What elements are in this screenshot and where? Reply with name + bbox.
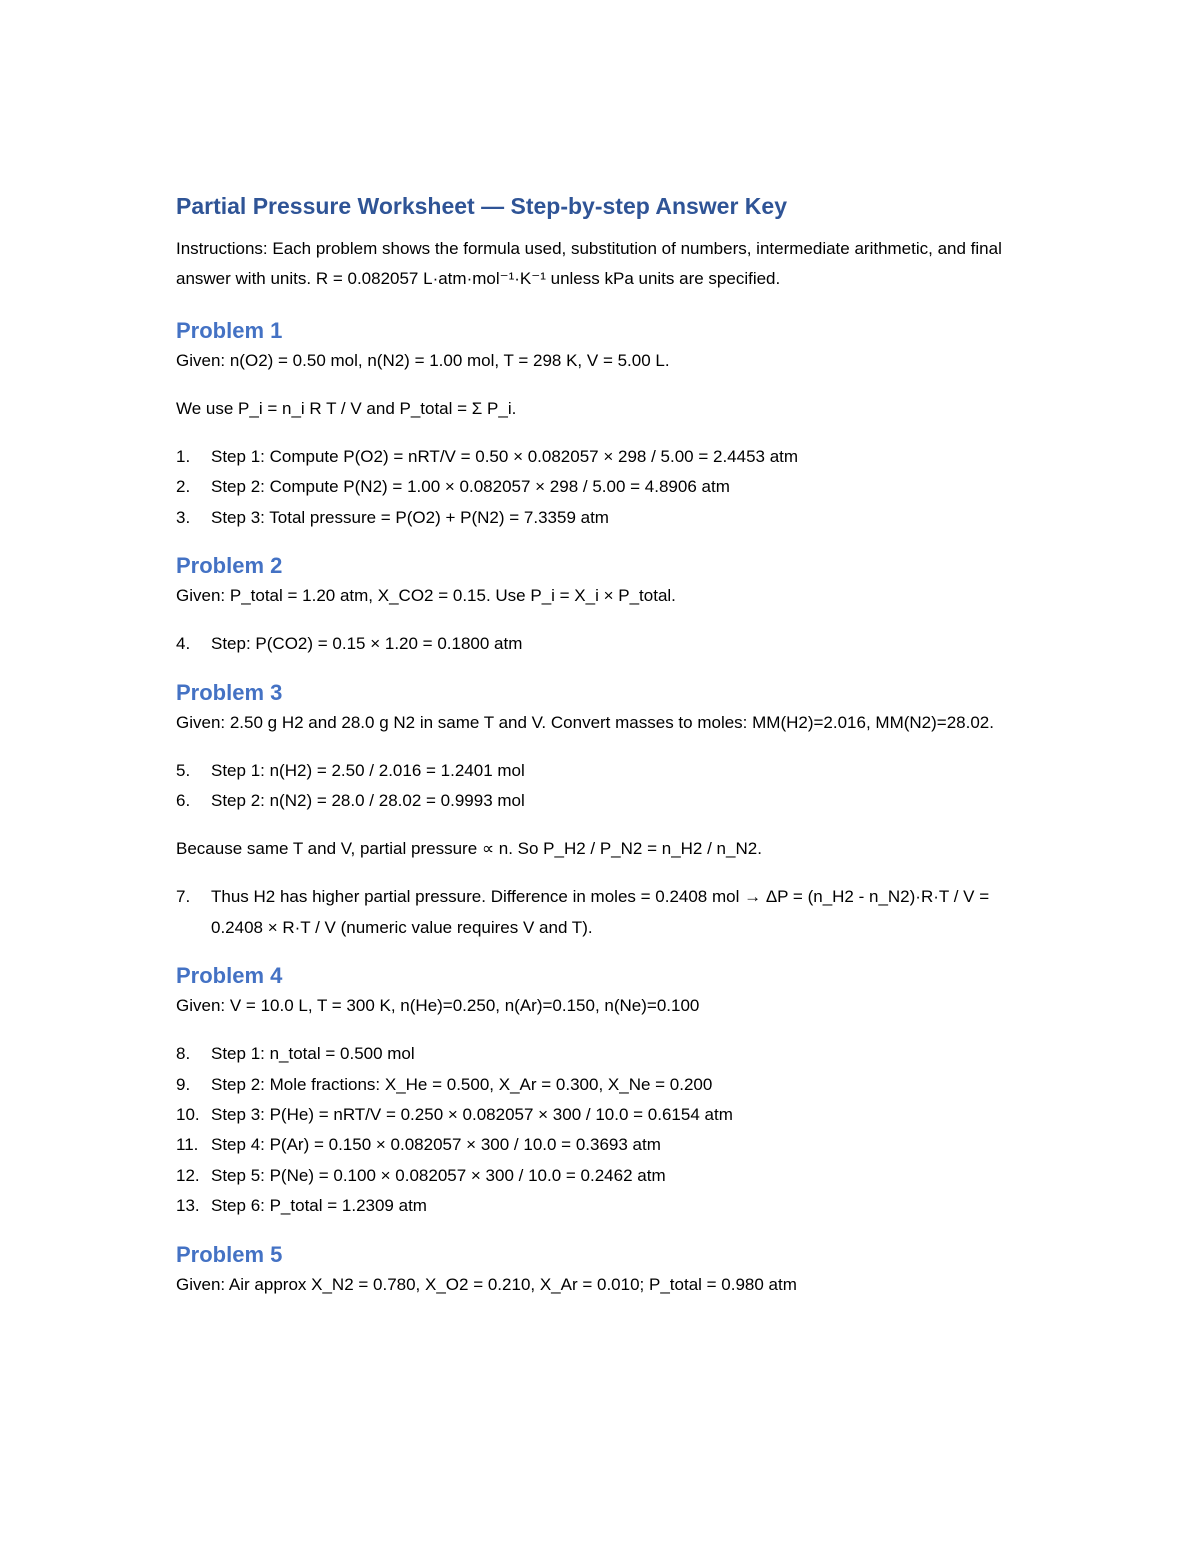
step-number: 7. [176, 887, 191, 907]
step-text: Step 3: P(He) = nRT/V = 0.250 × 0.082057 × 300 / 10.0 = 0.6154 atm [211, 1105, 733, 1125]
step-text: Step 1: n_total = 0.500 mol [211, 1044, 415, 1064]
instructions-text: Instructions: Each problem shows the formula used, substitution of numbers, intermediate arithmetic, and final answer with units. R = 0.082057 L·atm·mol⁻¹·K⁻¹ unless kPa units are specified. [176, 239, 1002, 288]
problem-section-1 [176, 316, 1006, 533]
step-text: Thus H2 has higher partial pressure. Difference in moles = 0.2408 mol → ΔP = (n_H2 - n_N2)·R·T / V = 0.2408 × R·T / V (numeric value requires V and T). [211, 887, 990, 937]
step-number: 3. [176, 507, 191, 527]
step-list [176, 442, 1006, 533]
step-number: 12. [176, 1165, 200, 1185]
step-number: 8. [176, 1044, 191, 1064]
step-item [176, 1161, 1006, 1191]
step-number: 11. [176, 1135, 199, 1155]
given-text: Given: n(O2) = 0.50 mol, n(N2) = 1.00 mol, T = 298 K, V = 5.00 L. [176, 351, 670, 370]
step-item [176, 1070, 1006, 1100]
problem-section-2 [176, 551, 1006, 659]
given-text: Given: V = 10.0 L, T = 300 K, n(He)=0.250, n(Ar)=0.150, n(Ne)=0.100 [176, 996, 700, 1016]
step-number: 2. [176, 477, 191, 497]
step-text: Step 4: P(Ar) = 0.150 × 0.082057 × 300 / 10.0 = 0.3693 atm [211, 1135, 661, 1155]
step-number: 9. [176, 1074, 191, 1094]
document-page [176, 190, 1006, 1318]
step-item [176, 1130, 1006, 1160]
step-text: Step 2: Mole fractions: X_He = 0.500, X_Ar = 0.300, X_Ne = 0.200 [211, 1074, 713, 1094]
step-item [176, 1100, 1006, 1130]
step-item [176, 1039, 1006, 1069]
step-text: Step 1: Compute P(O2) = nRT/V = 0.50 × 0.082057 × 298 / 5.00 = 2.4453 atm [211, 447, 799, 466]
formula-note: We use P_i = n_i R T / V and P_total = Σ P_i. [176, 399, 517, 418]
step-number: 5. [176, 760, 191, 780]
step-list [176, 629, 1006, 659]
step-item [176, 882, 1006, 943]
step-list [176, 1039, 1006, 1221]
step-item [176, 442, 1006, 472]
step-item [176, 472, 1006, 502]
step-number: 6. [176, 791, 191, 811]
step-text: Step 6: P_total = 1.2309 atm [211, 1196, 427, 1216]
step-list [176, 882, 1006, 943]
problem-section-3 [176, 678, 1006, 944]
problem-heading: Problem 4 [176, 963, 283, 989]
step-item [176, 1191, 1006, 1221]
step-number: 10. [176, 1105, 200, 1125]
step-number: 4. [176, 634, 191, 654]
problem-section-4 [176, 961, 1006, 1221]
step-text: Step 2: Compute P(N2) = 1.00 × 0.082057 × 298 / 5.00 = 4.8906 atm [211, 477, 730, 497]
given-text: Given: P_total = 1.20 atm, X_CO2 = 0.15. Use P_i = X_i × P_total. [176, 586, 676, 606]
page-title: Partial Pressure Worksheet — Step-by-step Answer Key [176, 193, 787, 219]
step-number: 13. [176, 1196, 200, 1216]
step-list [176, 756, 1006, 817]
proportion-note: Because same T and V, partial pressure ∝ n. So P_H2 / P_N2 = n_H2 / n_N2. [176, 839, 762, 859]
step-item [176, 756, 1006, 786]
problem-heading: Problem 5 [176, 1241, 283, 1267]
step-text: Step 2: n(N2) = 28.0 / 28.02 = 0.9993 mol [211, 791, 525, 811]
step-text: Step 5: P(Ne) = 0.100 × 0.082057 × 300 / 10.0 = 0.2462 atm [211, 1165, 666, 1185]
step-text: Step 3: Total pressure = P(O2) + P(N2) = 7.3359 atm [211, 507, 609, 527]
step-number: 1. [176, 447, 191, 466]
step-text: Step 1: n(H2) = 2.50 / 2.016 = 1.2401 mol [211, 760, 525, 780]
problem-heading: Problem 1 [176, 318, 283, 343]
step-item [176, 786, 1006, 816]
step-text: Step: P(CO2) = 0.15 × 1.20 = 0.1800 atm [211, 634, 523, 654]
problem-heading: Problem 3 [176, 679, 283, 705]
step-item [176, 629, 1006, 659]
given-text: Given: 2.50 g H2 and 28.0 g N2 in same T and V. Convert masses to moles: MM(H2)=2.016, MM(N2)=28.02. [176, 712, 994, 732]
step-item [176, 503, 1006, 533]
problem-section-5 [176, 1240, 1006, 1300]
given-text: Given: Air approx X_N2 = 0.780, X_O2 = 0.210, X_Ar = 0.010; P_total = 0.980 atm [176, 1274, 797, 1294]
problem-heading: Problem 2 [176, 553, 283, 579]
